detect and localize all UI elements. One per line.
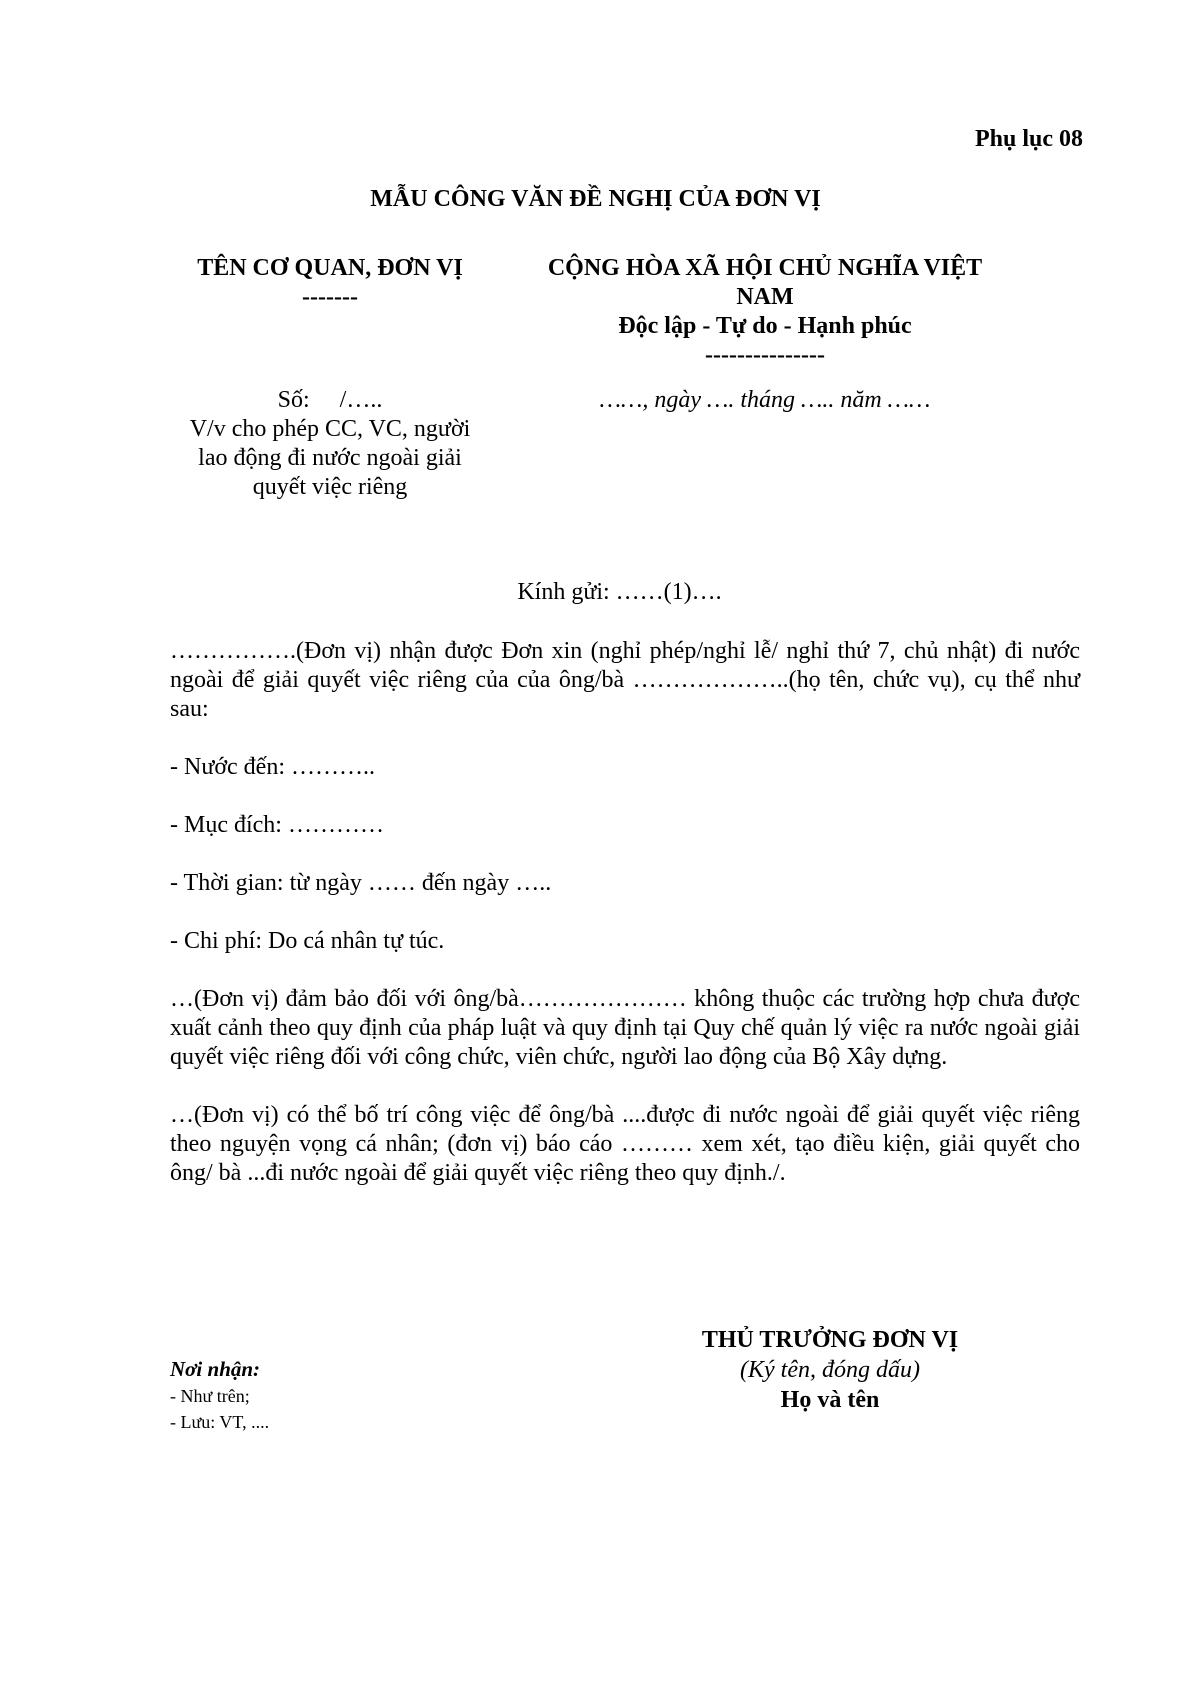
salutation: Kính gửi: ……(1)…. — [517, 579, 722, 605]
signer-title: THỦ TRƯỞNG ĐƠN VỊ — [701, 1327, 959, 1353]
signer-note: (Ký tên, đóng dấu) — [740, 1357, 920, 1383]
nation-name-line2: NAM — [736, 284, 794, 310]
signature-block — [630, 1325, 1030, 1415]
nation-rule: --------------- — [705, 342, 825, 368]
body-item-destination: - Nước đến: ……….. — [170, 754, 375, 780]
document-number-block — [160, 386, 500, 502]
body-paragraph-assurance: …(Đơn vị) đảm bảo đối với ông/bà………………… không thuộc các trường hợp chưa được xuất cảnh theo quy định của pháp luật và quy định tại Quy chế quản lý việc ra nước ngoài giải quyết việc riêng đối với công chức, viên chức, người lao động của Bộ Xây dựng. — [170, 986, 1080, 1070]
date-line: ……, ngày …. tháng ….. năm …… — [599, 387, 931, 413]
recipients-heading: Nơi nhận: — [170, 1357, 261, 1381]
nation-motto: Độc lập - Tự do - Hạnh phúc — [618, 313, 912, 339]
recipient-item: - Như trên; — [170, 1386, 250, 1406]
body-paragraph-arrangement: …(Đơn vị) có thể bố trí công việc để ông/bà ....được đi nước ngoài để giải quyết việc riêng theo nguyện vọng cá nhân; (đơn vị) báo cáo ……… xem xét, tạo điều kiện, giải quyết cho ông/ bà ...đi nước ngoài để giải quyết việc riêng theo quy định./. — [170, 1102, 1080, 1186]
letter-body — [170, 637, 1080, 1217]
recipients-block — [170, 1355, 470, 1435]
body-item-time: - Thời gian: từ ngày …… đến ngày ….. — [170, 870, 552, 896]
document-number: Số: /….. — [277, 387, 383, 413]
recipient-item: - Lưu: VT, .... — [170, 1412, 270, 1432]
signer-name: Họ và tên — [780, 1387, 880, 1413]
body-paragraph-request: …………….(Đơn vị) nhận được Đơn xin (nghỉ phép/nghỉ lễ/ nghỉ thứ 7, chủ nhật) đi nước ngoài để giải quyết việc riêng của của ông/bà ………………..(họ tên, chức vụ), cụ thể như sau: — [170, 638, 1080, 722]
body-item-cost: - Chi phí: Do cá nhân tự túc. — [170, 928, 445, 954]
nation-name-line1: CỘNG HÒA XÃ HỘI CHỦ NGHĨA VIỆT — [547, 255, 983, 281]
organization-header — [160, 254, 500, 312]
subject-line-3: quyết việc riêng — [252, 474, 408, 500]
national-header — [515, 254, 1015, 370]
subject-line-1: V/v cho phép CC, VC, người — [189, 416, 471, 442]
appendix-label: Phụ lục 08 — [974, 126, 1083, 152]
document-title: MẪU CÔNG VĂN ĐỀ NGHỊ CỦA ĐƠN VỊ — [370, 186, 821, 212]
organization-name: TÊN CƠ QUAN, ĐƠN VỊ — [197, 255, 463, 281]
organization-rule: ------- — [302, 284, 358, 310]
subject-line-2: lao động đi nước ngoài giải — [198, 445, 462, 471]
body-item-purpose: - Mục đích: ………… — [170, 812, 384, 838]
